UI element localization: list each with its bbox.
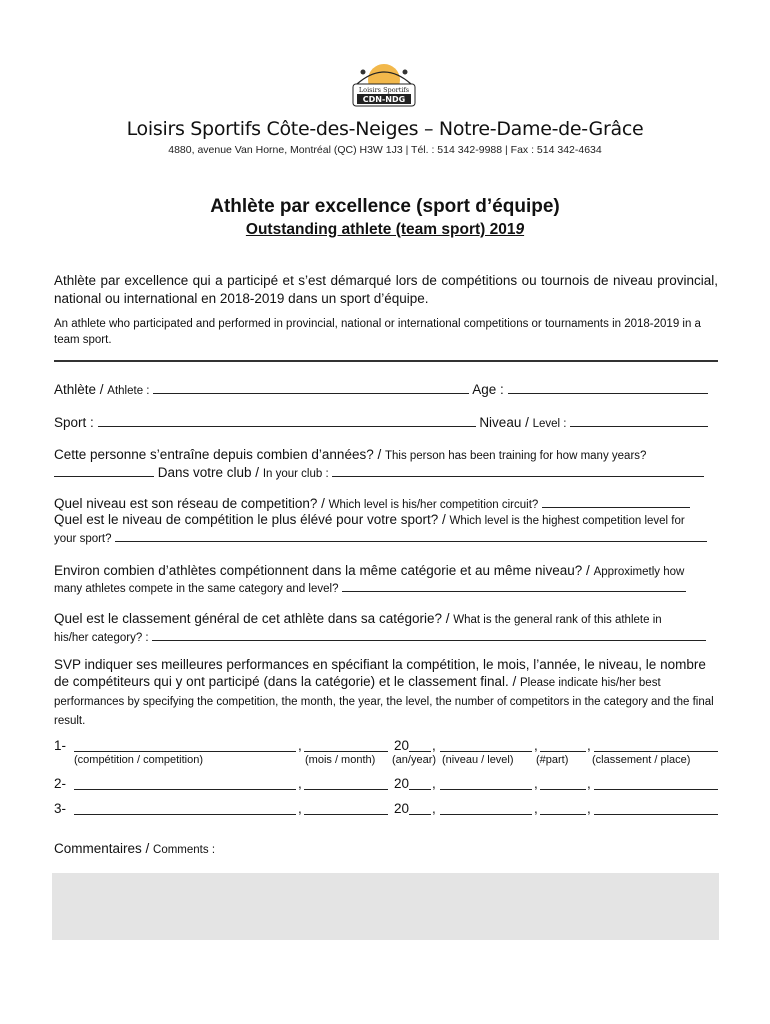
month-field[interactable] — [304, 776, 388, 790]
rank-perf-field[interactable] — [594, 776, 718, 790]
comments-label — [54, 841, 215, 856]
year-field[interactable] — [409, 738, 431, 752]
level-perf-field[interactable] — [440, 776, 532, 790]
competition-field[interactable] — [74, 776, 296, 790]
participants-field[interactable] — [540, 801, 586, 815]
level-perf-field[interactable] — [440, 801, 532, 815]
sport-field[interactable] — [98, 413, 476, 427]
performance-row-3: 3- , 20 , , , — [54, 801, 718, 819]
section-divider — [54, 360, 718, 362]
circuit-label-en: Which level is his/her competition circuit? — [328, 499, 539, 511]
caption-competition: (compétition / competition) — [74, 754, 203, 766]
logo-text-bottom: CDN-NDG — [362, 95, 406, 104]
intro-french: Athlète par excellence qui a participé et s’est démarqué lors de compétitions ou tournois de niveau provincial, national ou international en 2018-2019 dans un sport d’équipe. — [54, 273, 718, 306]
performances-instructions — [54, 656, 718, 730]
row-number: 2- — [54, 776, 67, 791]
rank-field[interactable] — [152, 627, 706, 641]
competition-field[interactable] — [74, 801, 296, 815]
competition-field[interactable] — [74, 738, 296, 752]
age-label: Age : — [472, 382, 504, 397]
highest-label-en: Which level is the highest competition level for — [449, 515, 685, 527]
caption-year: (an/year) — [392, 754, 437, 766]
participants-field[interactable] — [540, 776, 586, 790]
count-label-en: Approximetly how — [593, 566, 685, 578]
performance-row-2: 2- , 20 , , , — [54, 776, 718, 794]
organization-logo — [347, 58, 421, 114]
form-subtitle — [0, 221, 770, 239]
comments-label-en: Comments : — [153, 844, 216, 856]
rank-perf-field[interactable] — [594, 738, 718, 752]
level-perf-field[interactable] — [440, 738, 532, 752]
years-label-en: This person has been training for how many years? — [384, 450, 647, 462]
count-label-fr: Environ combien d’athlètes compétionnent dans la même catégorie et au même niveau? / — [54, 563, 594, 578]
year-prefix: 20 — [394, 801, 410, 816]
rank-label-en-2: his/her category? : — [54, 632, 149, 644]
circuit-field[interactable] — [542, 494, 690, 508]
row-number: 1- — [54, 738, 67, 753]
highest-field[interactable] — [115, 528, 707, 542]
caption-participants: (#part) — [536, 754, 569, 766]
month-field[interactable] — [304, 801, 388, 815]
athlete-label-en: Athlete : — [107, 385, 150, 397]
years-answer-line — [54, 463, 718, 483]
caption-rank: (classement / place) — [592, 754, 691, 766]
performances-en: Please indicate his/her best performances by specifying the competition, the month, the year, the level, the number of competitors in the category and the final result. — [54, 677, 714, 727]
comments-textarea[interactable] — [52, 873, 719, 940]
club-field[interactable] — [332, 463, 704, 477]
count-field[interactable] — [342, 578, 686, 592]
sport-label: Sport : — [54, 415, 94, 430]
level-field[interactable] — [570, 413, 708, 427]
level-label-fr: Niveau / — [479, 415, 533, 430]
row-number: 3- — [54, 801, 67, 816]
club-label-en: In your club : — [262, 468, 329, 480]
year-field[interactable] — [409, 776, 431, 790]
caption-level: (niveau / level) — [442, 754, 514, 766]
circuit-label-fr: Quel niveau est son réseau de competition? / — [54, 496, 329, 511]
comments-label-fr: Commentaires / — [54, 841, 154, 856]
highest-label-en-2: your sport? — [54, 533, 112, 545]
intro-english: An athlete who participated and performed in provincial, national or international competitions or tournaments in 2018-2019 in a team sport. — [54, 318, 701, 346]
highest-label-fr: Quel est le niveau de compétition le plus élévé pour votre sport? / — [54, 512, 450, 527]
form-title: Athlète par excellence (sport d’équipe) — [210, 196, 560, 217]
rank-label-en: What is the general rank of this athlete in — [453, 614, 662, 626]
subtitle-main: Outstanding athlete (team sport) 201 — [245, 221, 516, 238]
logo-text-top: Loisirs Sportifs — [358, 86, 410, 94]
years-field[interactable] — [54, 463, 154, 477]
organization-name: Loisirs Sportifs Côte-des-Neiges – Notre-Dame-de-Grâce — [126, 118, 644, 140]
athlete-field[interactable] — [153, 380, 469, 394]
participants-field[interactable] — [540, 738, 586, 752]
highest-answer-line — [54, 528, 718, 548]
performance-row-1: 1- , 20 , , , — [54, 738, 718, 756]
performances-fr: SVP indiquer ses meilleures performances en spécifiant la compétition, le mois, l’année, le niveau, le nombre de compétiteurs qui y ont participé (dans la catégorie) et le classement final. / — [54, 657, 706, 689]
rank-label-fr: Quel est le classement général de cet athlète dans sa catégorie? / — [54, 611, 454, 626]
year-prefix: 20 — [394, 776, 410, 791]
athlete-label-fr: Athlète / — [54, 382, 108, 397]
rank-answer-line — [54, 627, 718, 647]
rank-perf-field[interactable] — [594, 801, 718, 815]
year-field[interactable] — [409, 801, 431, 815]
age-field[interactable] — [508, 380, 708, 394]
organization-address: 4880, avenue Van Horne, Montréal (QC) H3W 1J3 | Tél. : 514 342-9988 | Fax : 514 342-4634 — [168, 144, 602, 156]
sport-level-line — [54, 413, 718, 433]
level-label-en: Level : — [532, 418, 567, 430]
club-label-fr: Dans votre club / — [157, 465, 263, 480]
count-label-en-2: many athletes compete in the same category and level? — [54, 583, 339, 595]
month-field[interactable] — [304, 738, 388, 752]
count-answer-line — [54, 578, 718, 598]
year-prefix: 20 — [394, 738, 410, 753]
caption-month: (mois / month) — [305, 754, 376, 766]
subtitle-year-end: 9 — [515, 221, 525, 238]
athlete-age-line — [54, 380, 718, 400]
years-label-fr: Cette personne s’entraîne depuis combien d’années? / — [54, 447, 385, 462]
